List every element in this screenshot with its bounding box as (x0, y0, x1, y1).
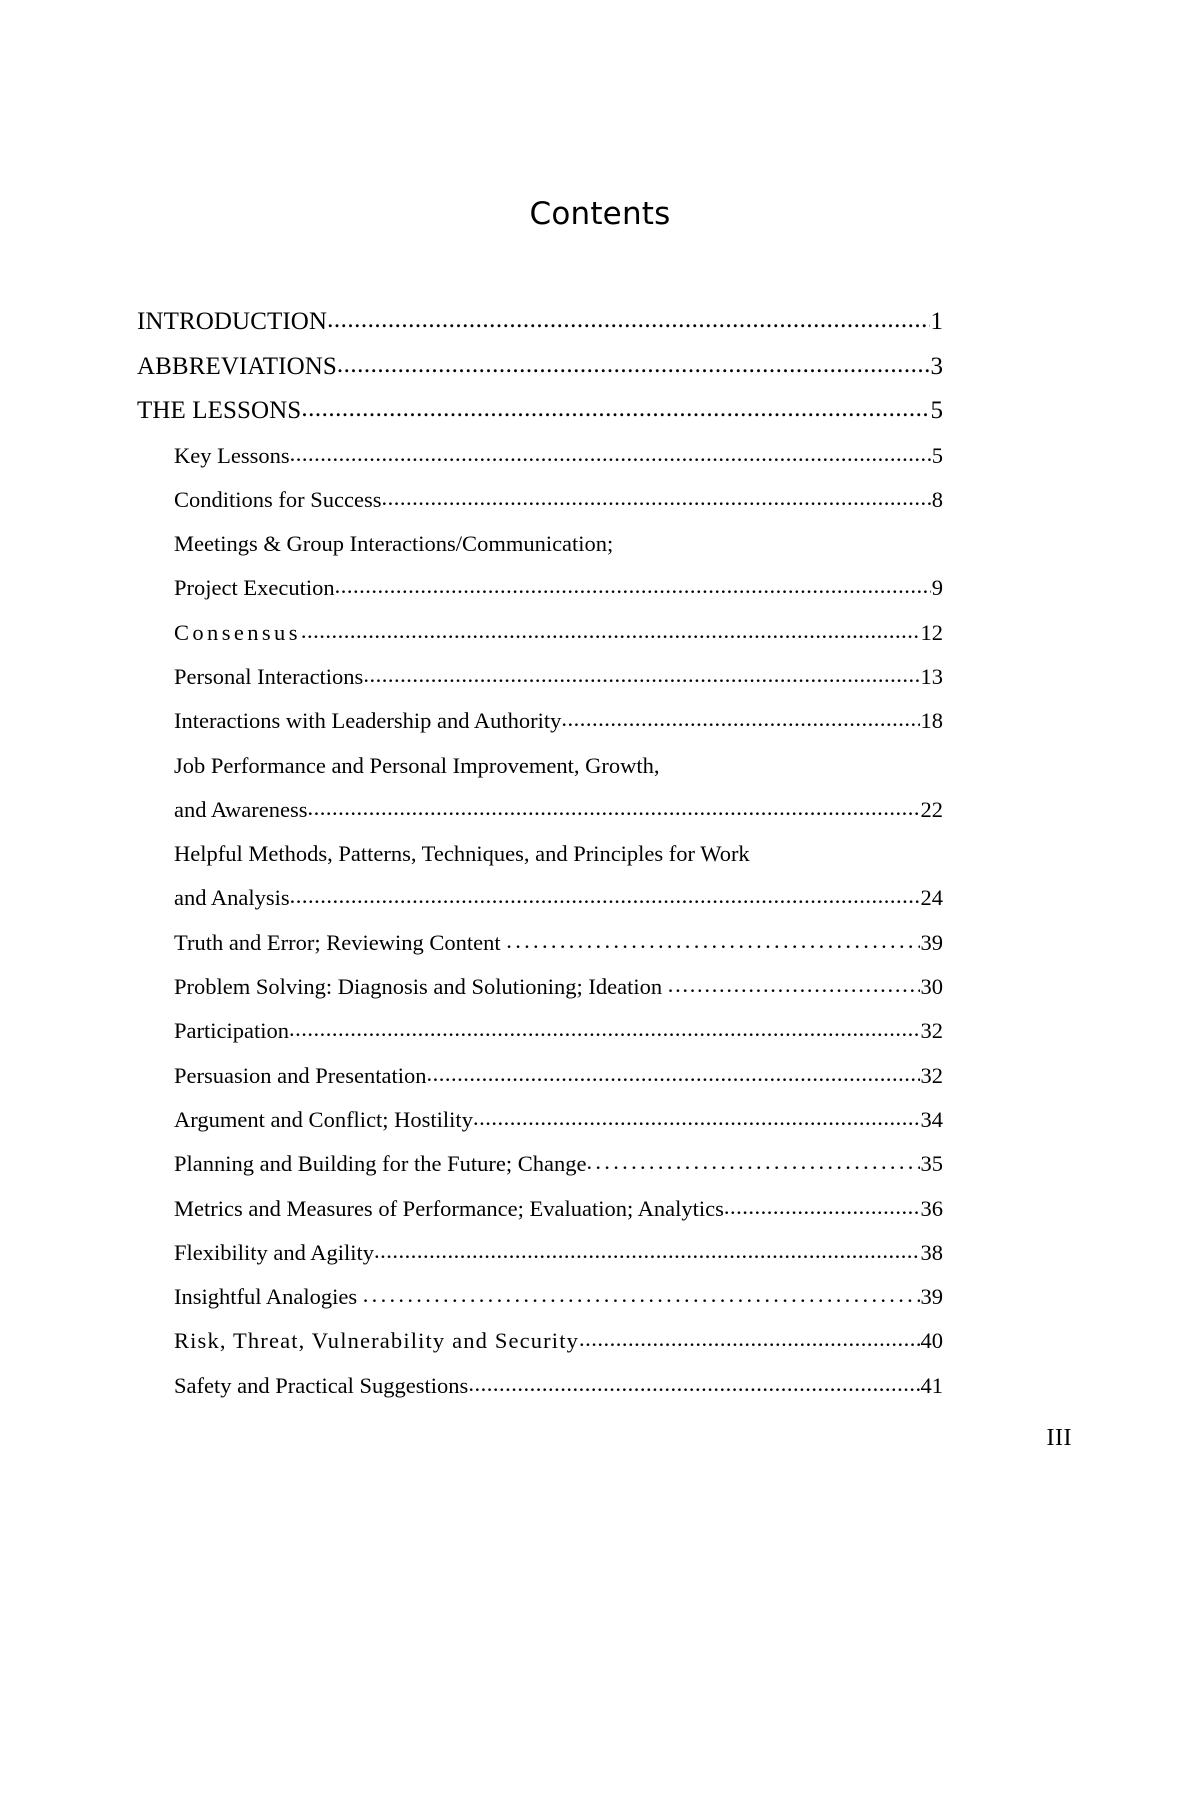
toc-page-number: 32 (920, 1018, 943, 1044)
toc-page-number: 3 (930, 352, 943, 380)
toc-entry-label: Insightful Analogies (174, 1284, 363, 1310)
toc-page-number: 30 (920, 974, 943, 1000)
toc-entry[interactable] (174, 744, 943, 833)
toc-dot-leader (724, 1187, 920, 1229)
toc-line (174, 965, 943, 1009)
toc-entry[interactable] (174, 1231, 943, 1275)
toc-dot-leader (586, 1142, 919, 1184)
toc-dot-leader (301, 611, 920, 653)
toc-page-number: 18 (920, 708, 943, 734)
toc-dot-leader (308, 788, 920, 830)
toc-dot-leader (579, 1319, 920, 1361)
toc-dot-leader (374, 1231, 919, 1273)
toc-entry[interactable] (174, 522, 943, 611)
toc-dot-leader (335, 566, 931, 608)
toc-line (174, 478, 943, 522)
toc-dot-leader (426, 1054, 919, 1096)
toc-dot-leader (668, 965, 920, 1007)
page-folio: III (1046, 1425, 1072, 1451)
toc-line (174, 876, 943, 920)
toc-page-number: 38 (920, 1239, 943, 1265)
toc-line (174, 744, 943, 788)
toc-line (174, 921, 943, 965)
toc-entry[interactable] (174, 1319, 943, 1363)
toc-dot-leader (363, 655, 919, 697)
toc-page-number: 39 (920, 1284, 943, 1310)
toc-page-number: 22 (920, 796, 943, 822)
toc-entry-label: Consensus (174, 619, 301, 645)
toc-dot-leader (382, 478, 931, 520)
toc-entry-label: Planning and Building for the Future; Change (174, 1151, 587, 1177)
toc-entry-label: Job Performance and Personal Improvement, Growth, (174, 752, 660, 778)
page-title: Contents (529, 196, 671, 232)
toc-dot-leader (561, 699, 919, 741)
toc-page-number: 36 (920, 1195, 943, 1221)
toc-entry[interactable] (174, 965, 943, 1009)
toc-line (174, 1009, 943, 1053)
toc-entry-label: Interactions with Leadership and Authority (174, 708, 562, 734)
toc-dot-leader (327, 300, 929, 343)
toc-entry-label: Problem Solving: Diagnosis and Solutioning; Ideation (174, 974, 668, 1000)
toc-page-number: 35 (920, 1151, 943, 1177)
toc-page-number: 1 (930, 308, 943, 335)
toc-entry[interactable] (174, 699, 943, 743)
toc-dot-leader (301, 389, 929, 432)
toc-line (174, 1054, 943, 1098)
toc-entry-label: Metrics and Measures of Performance; Evaluation; Analytics (174, 1195, 724, 1221)
toc-dot-leader (468, 1364, 919, 1406)
toc-page-number: 12 (920, 619, 943, 645)
toc-entry-label: and Awareness (174, 796, 308, 822)
toc-entry-label: Project Execution (174, 575, 335, 601)
toc-page-number: 41 (920, 1372, 943, 1398)
toc-line (174, 1364, 943, 1408)
toc-entry[interactable] (174, 611, 943, 655)
toc-entry-label: Key Lessons (174, 442, 290, 468)
toc-entry-label: Personal Interactions (174, 663, 364, 689)
toc-page-number: 34 (920, 1106, 943, 1132)
toc-page-number: 5 (930, 397, 943, 424)
toc-line (174, 1142, 943, 1186)
toc-dot-leader (506, 921, 919, 963)
toc-page-number: 13 (920, 663, 943, 689)
toc-dot-leader (290, 434, 931, 476)
toc-entry-label: Argument and Conflict; Hostility (174, 1106, 473, 1132)
toc-line (174, 434, 943, 478)
toc-entry-label: Persuasion and Presentation (174, 1062, 427, 1088)
toc-entry[interactable] (174, 655, 943, 699)
toc-line (174, 1319, 943, 1363)
toc-dot-leader (289, 1009, 920, 1051)
toc-entry[interactable] (174, 1142, 943, 1186)
toc-line (137, 300, 943, 345)
toc-entry-label: INTRODUCTION (137, 308, 328, 335)
toc-line (174, 1231, 943, 1275)
toc-line (174, 1187, 943, 1231)
toc-entry[interactable] (174, 832, 943, 921)
toc-dot-leader (473, 1098, 920, 1140)
toc-line (174, 1098, 943, 1142)
toc-entry[interactable] (174, 1275, 943, 1319)
toc-entry[interactable] (137, 300, 943, 345)
toc-dot-leader (337, 345, 930, 388)
toc-entry-label: Risk, Threat, Vulnerability and Security (174, 1328, 579, 1354)
toc-entry-label: Participation (174, 1018, 289, 1044)
toc-page-number: 5 (931, 442, 943, 468)
toc-entry[interactable] (137, 389, 943, 434)
toc-entry-label: Helpful Methods, Patterns, Techniques, and Principles for Work (174, 841, 750, 867)
toc-entry[interactable] (174, 1009, 943, 1053)
toc-entry[interactable] (137, 345, 943, 390)
toc-line (174, 566, 943, 610)
toc-page-number: 8 (931, 486, 943, 512)
toc-entry[interactable] (174, 921, 943, 965)
toc-entry-list (137, 300, 943, 1408)
toc-line (174, 699, 943, 743)
toc-line (174, 1275, 943, 1319)
toc-entry-label: THE LESSONS (137, 397, 302, 424)
toc-entry[interactable] (174, 434, 943, 478)
toc-line (174, 832, 943, 876)
toc-page-number: 40 (920, 1328, 943, 1354)
toc-line (137, 389, 943, 434)
toc-page-number: 9 (931, 575, 943, 601)
toc-line (174, 655, 943, 699)
toc-line (174, 788, 943, 832)
toc-entry-label: Meetings & Group Interactions/Communication; (174, 531, 614, 557)
toc-entry[interactable] (174, 1054, 943, 1098)
toc-entry-label: and Analysis (174, 885, 290, 911)
toc-page-number: 32 (920, 1062, 943, 1088)
toc-line (137, 345, 943, 390)
toc-dot-leader (290, 876, 920, 918)
toc-dot-leader (363, 1275, 920, 1317)
toc-entry-label: Conditions for Success (174, 486, 382, 512)
toc-line (174, 522, 943, 566)
toc-entry-label: Truth and Error; Reviewing Content (174, 929, 507, 955)
toc-page-number: 39 (920, 929, 943, 955)
toc-page-number: 24 (920, 885, 943, 911)
toc-entry-label: Safety and Practical Suggestions (174, 1372, 469, 1398)
toc-line (174, 611, 943, 655)
toc-entry[interactable] (174, 1098, 943, 1142)
toc-entry-label: Flexibility and Agility (174, 1239, 375, 1265)
toc-entry-label: ABBREVIATIONS (137, 352, 337, 380)
toc-entry[interactable] (174, 1187, 943, 1231)
toc-entry[interactable] (174, 478, 943, 522)
toc-entry[interactable] (174, 1364, 943, 1408)
